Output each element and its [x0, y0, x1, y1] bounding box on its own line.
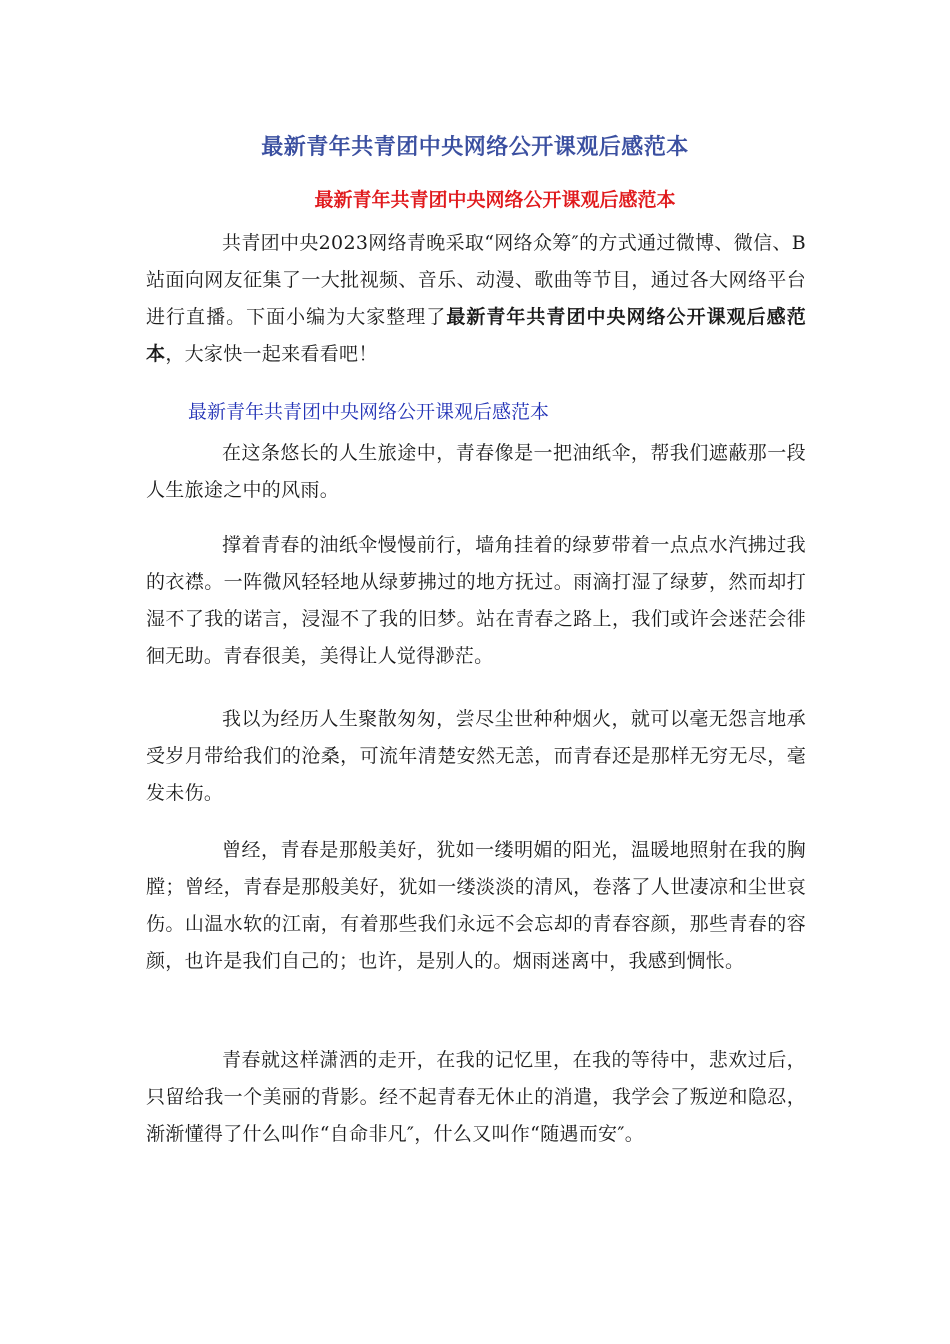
intro-bold-text: 最新青年共青团中央网络公开课观后感范本	[146, 306, 806, 365]
paragraph-2	[146, 527, 806, 675]
intro-paragraph	[146, 225, 806, 373]
red-title: 最新青年共青团中央网络公开课观后感范本	[314, 189, 676, 211]
paragraph-text: 我以为经历人生聚散匆匆，尝尽尘世种种烟火，就可以毫无怨言地承受岁月带给我们的沧桑，可流年清楚安然无恙，而青春还是那样无穷无尽，毫发未伤。	[146, 708, 806, 804]
paragraph-text: 撑着青春的油纸伞慢慢前行，墙角挂着的绿萝带着一点点水汽拂过我的衣襟。一阵微风轻轻地从绿萝拂过的地方抚过。雨滴打湿了绿萝，然而却打湿不了我的诺言，浸湿不了我的旧梦。站在青春之路上，我们或许会迷茫会徘徊无助。青春很美，美得让人觉得渺茫。	[146, 534, 806, 667]
document-title: 最新青年共青团中央网络公开课观后感范本	[261, 135, 689, 160]
paragraph-5	[146, 1042, 806, 1153]
paragraph-3	[146, 701, 806, 812]
paragraph-text: 曾经，青春是那般美好，犹如一缕明媚的阳光，温暖地照射在我的胸膛；曾经，青春是那般美好，犹如一缕淡淡的清风，卷落了人世凄凉和尘世哀伤。山温水软的江南，有着那些我们永远不会忘却的青春容颜，那些青春的容颜，也许是我们自己的；也许，是别人的。烟雨迷离中，我感到惆怅。	[146, 839, 806, 972]
paragraph-4	[146, 832, 806, 980]
section-title: 最新青年共青团中央网络公开课观后感范本	[188, 401, 550, 423]
paragraph-text: 在这条悠长的人生旅途中，青春像是一把油纸伞，帮我们遮蔽那一段人生旅途之中的风雨。	[146, 442, 806, 501]
paragraph-1	[146, 435, 806, 509]
paragraph-text: 青春就这样潇洒的走开，在我的记忆里，在我的等待中，悲欢过后，只留给我一个美丽的背影。经不起青春无休止的消遣，我学会了叛逆和隐忍，渐渐懂得了什么叫作“自命非凡″，什么又叫作“随遇而安″。	[146, 1049, 806, 1145]
intro-text-after: ，大家快一起来看看吧！	[165, 343, 378, 365]
intro-text-before: 共青团中央2023网络青晚采取“网络众筹″的方式通过微博、微信、B站面向网友征集了一大批视频、音乐、动漫、歌曲等节目，通过各大网络平台进行直播。下面小编为大家整理了	[146, 232, 806, 328]
